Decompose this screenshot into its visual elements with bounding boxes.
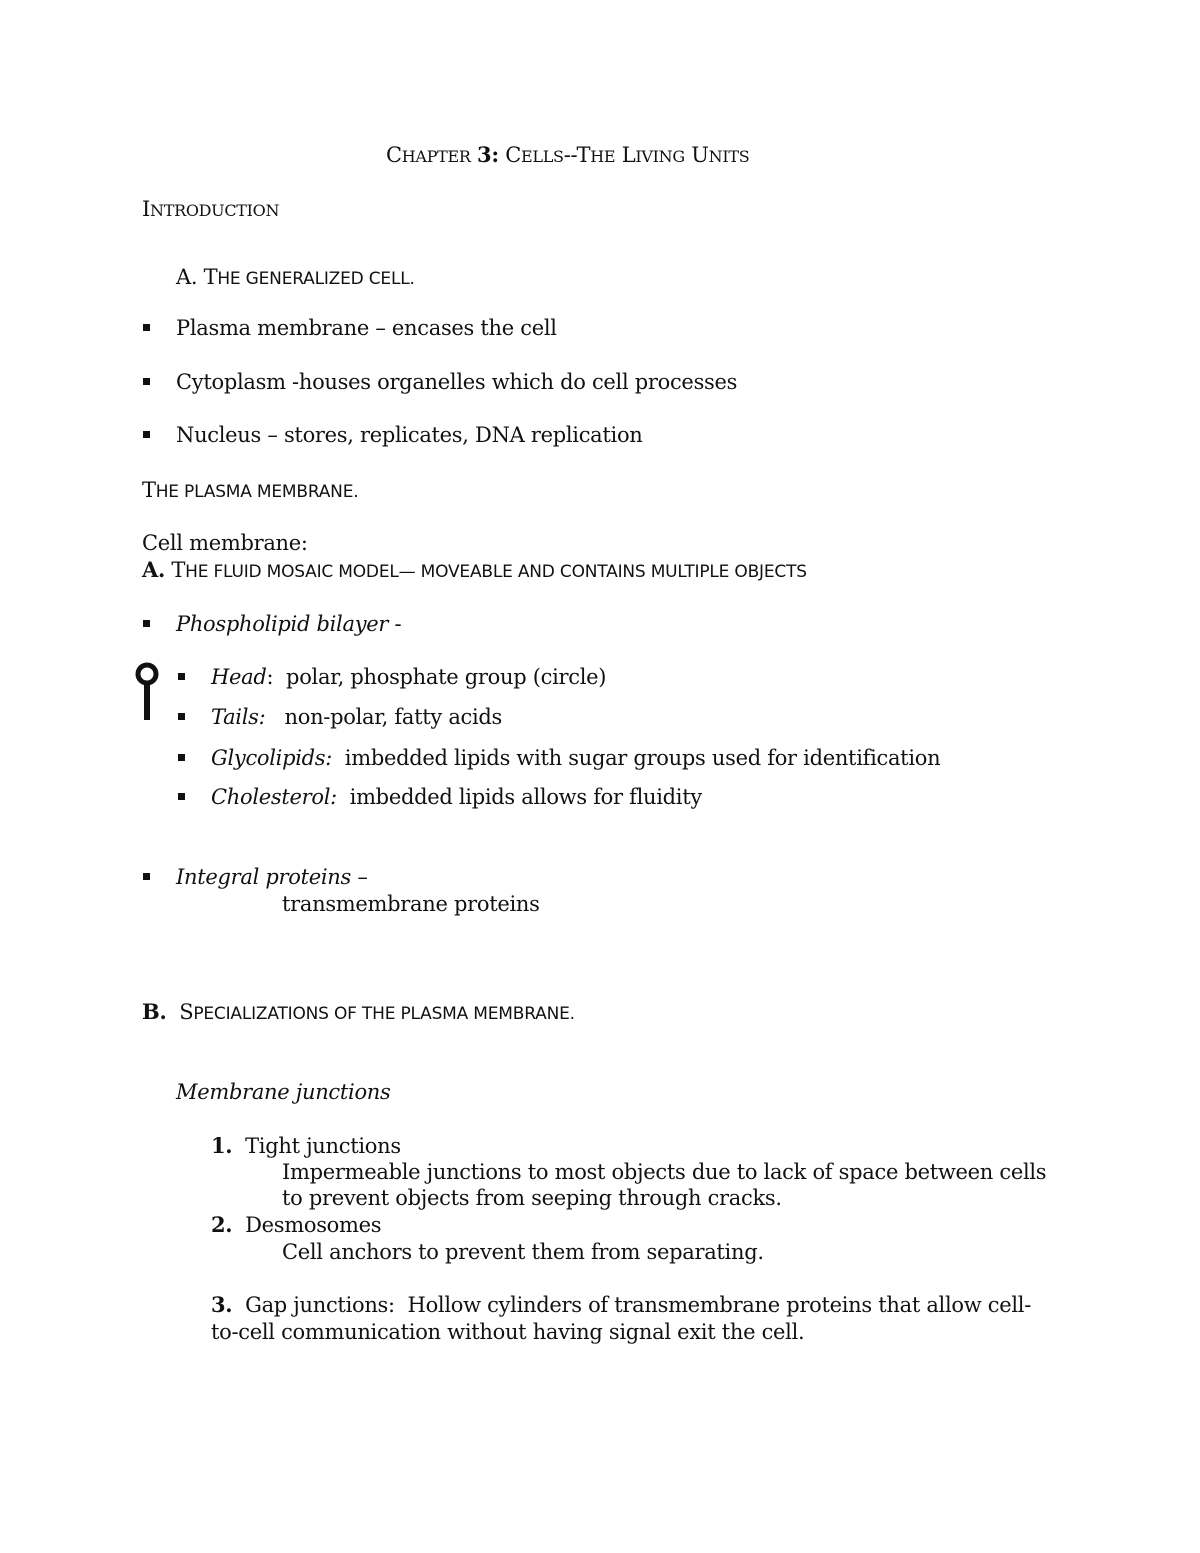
chapter-title: CHAPTER 3: CELLS--THE LIVING UNITS bbox=[386, 142, 750, 167]
plasma-membrane-heading: THE PLASMA MEMBRANE. bbox=[142, 478, 359, 502]
list-item: Nucleus – stores, replicates, DNA replication bbox=[176, 423, 643, 447]
list-item: Tails: non-polar, fatty acids bbox=[211, 705, 503, 729]
list-item: Head: polar, phosphate group (circle) bbox=[211, 665, 607, 689]
list-item: Plasma membrane – encases the cell bbox=[176, 316, 557, 340]
bullet-marker bbox=[178, 793, 185, 800]
list-item: Cytoplasm -houses organelles which do cell processes bbox=[176, 370, 738, 394]
bullet-marker bbox=[178, 713, 185, 720]
bullet-marker bbox=[178, 673, 185, 680]
generalized-cell-heading: A. THE GENERALIZED CELL. bbox=[176, 265, 415, 289]
bullet-marker bbox=[143, 431, 150, 438]
bullet-marker bbox=[143, 873, 150, 880]
junction-description: Cell anchors to prevent them from separating. bbox=[282, 1240, 764, 1264]
gap-junction-description: to-cell communication without having signal exit the cell. bbox=[211, 1320, 805, 1344]
phospholipid-icon bbox=[134, 661, 160, 721]
junction-item: 2. Desmosomes bbox=[211, 1212, 382, 1237]
cell-membrane-label: Cell membrane: bbox=[142, 531, 308, 555]
membrane-junctions-label: Membrane junctions bbox=[176, 1080, 391, 1104]
junction-description: Impermeable junctions to most objects due to lack of space between cells bbox=[282, 1160, 1047, 1184]
fluid-mosaic-heading: A. THE FLUID MOSAIC MODEL— MOVEABLE AND CONTAINS MULTIPLE OBJECTS bbox=[142, 557, 807, 582]
list-item: Phospholipid bilayer - bbox=[176, 612, 402, 636]
specializations-heading: B. SPECIALIZATIONS OF THE PLASMA MEMBRANE. bbox=[142, 999, 575, 1024]
list-item: Glycolipids: imbedded lipids with sugar groups used for identification bbox=[211, 746, 941, 770]
list-item: Cholesterol: imbedded lipids allows for fluidity bbox=[211, 785, 702, 809]
bullet-marker bbox=[143, 324, 150, 331]
integral-proteins-detail: transmembrane proteins bbox=[282, 892, 540, 916]
list-item: Integral proteins – bbox=[176, 865, 368, 889]
introduction-heading: INTRODUCTION bbox=[142, 197, 280, 221]
bullet-marker bbox=[143, 378, 150, 385]
junction-item: 1. Tight junctions bbox=[211, 1133, 401, 1158]
bullet-marker bbox=[178, 754, 185, 761]
junction-description: to prevent objects from seeping through cracks. bbox=[282, 1186, 782, 1210]
gap-junction-item: 3. Gap junctions: Hollow cylinders of transmembrane proteins that allow cell- bbox=[211, 1292, 1032, 1317]
bullet-marker bbox=[143, 620, 150, 627]
